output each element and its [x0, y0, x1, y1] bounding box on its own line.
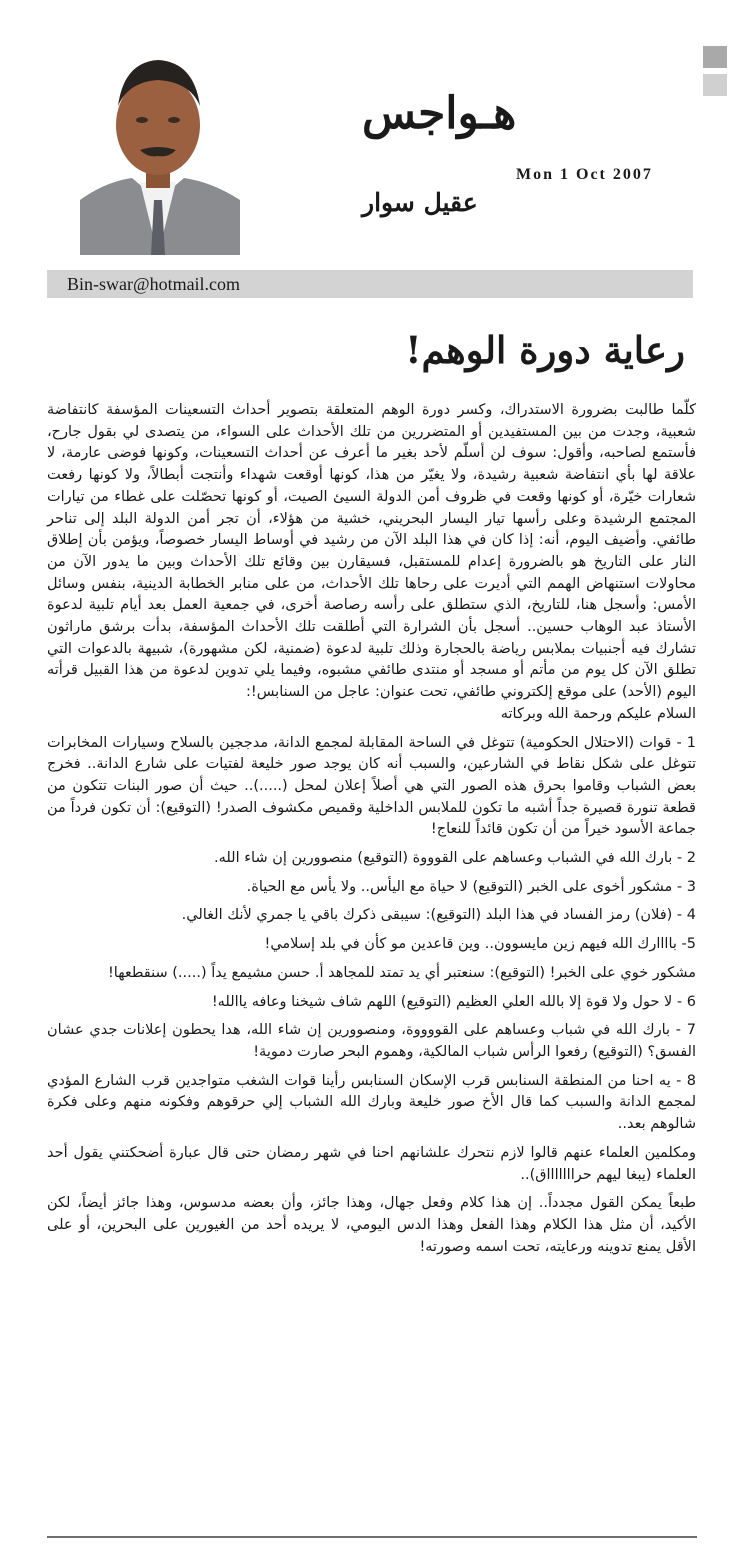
article-paragraph: 2 - بارك الله في الشباب وعساهم على القوووة (التوقيع) منصوورين إن شاء الله.	[214, 850, 696, 867]
article-paragraph: كلّما طالبت بضرورة الاستدراك، وكسر دورة الوهم المتعلقة بتصوير أحداث التسعينات المؤسفة كانتفاضة شعبية، وجدت من بين المستفيدين أو المتضررين من تلك الأحداث على السواء، من يتصدى لي بقول جارح، فأستمع لصاحبه، وأقول: سوف لن أسلّم لأحد بغير ما أعرف عن أحداث التسعينات، وكونها فوضى عارمة، لا علاقة لها بأي انتفاضة شعبية رشيدة، ولا يغيّر من هذا، كونها أوقعت شهداء وأنتجت أبطالاً، ولا كونها رفعت شعارات خيّرة، أو كونها وقعت في ظروف أمن الدولة السيئ الصيت، أو كونها تحصّلت على غطاء من تيارات المجتمع الرشيدة وعلى رأسها تيار اليسار البحريني، خشية من هؤلاء، أن تجر أمن الدولة البلد إلى تناحر طائفي. وأضيف اليوم، أنه: إذا كان في هذا البلد الآن من رشيد في أوساط اليسار خصوصاً، ويؤمن بأن إطلاق النار على التاريخ هو بالضرورة إعدام للمستقبل، فسيقارن بين وقائع تلك الأحداث وبين ما يدور الآن من محاولات استنهاض الهمم التي أديرت على رحاها تلك الأحداث، من على منابر الخطابة الدينية، بنفس وسائل الأمس: وأسجل هنا، للتاريخ، الذي ستطلق على رأسه رصاصة أخرى، في جمعية العمل بعد أيام تلبية لدعوة الأستاذ عبد الوهاب حسين.. أسجل بأن الشرارة التي أطلقت تلك الأحداث المؤسفة، بدأت برشق ماراثون تشارك فيه أجنبيات بملابس رياضة بالحجارة وذلك تلبية لدعوة (ضمنية، لكن مشهورة)، شبيهة بالدعوات التي تطلق الآن كل يوم من مأتم أو مسجد أو منتدى طائفي مشبوه، وفيما يلي تدوين لدعوة من هذا القبيل قرأته اليوم (الأحد) على موقع إلكتروني طائفي، تحت عنوان: عاجل من السنابس!:	[47, 402, 696, 701]
article-paragraph: ومكلمين العلماء عنهم قالوا لازم نتحرك علشانهم احنا في شهر رمضان حتى قال عبارة أضحكتني يقول أحد العلماء (يبغا ليهم حراااااااق)..	[47, 1144, 696, 1183]
article-paragraph: مشكور خوي على الخبر! (التوقيع): سنعتبر أي يد تمتد للمجاهد أ. حسن مشيمع يداً (.....) سنقطعها!	[107, 964, 696, 981]
publication-date: Mon 1 Oct 2007	[516, 166, 653, 183]
article-body	[47, 400, 696, 1258]
author-photo	[70, 50, 246, 255]
article-paragraph: السلام عليكم ورحمة الله وبركاته	[500, 705, 696, 722]
article-paragraph: 7 - بارك الله في شباب وعساهم على القووووة، ومنصوورين إن شاء الله، هدا يحطون إعلانات جدي عشان الفسق؟ (التوقيع) رفعوا الرأس شباب المالكية، وهموم البحر صارت دموية!	[47, 1022, 696, 1060]
article-paragraph: طبعاً يمكن القول مجدداً.. إن هذا كلام وفعل جهال، وهذا جائز، وأن بعضه مدسوس، وهذا جائز أيضاً، لكن الأكيد، أن مثل هذا الكلام وهذا الفعل وهذا الدس اليومي، لا يريده أحد من الغيورين على البحرين، أو على الأقل يمنع تدوينه ورعايته، تحت اسمه وصورته!	[47, 1195, 696, 1255]
article-title: رعاية دورة الوهم!	[405, 328, 685, 372]
column-name: هـواجس	[362, 88, 517, 139]
corner-decoration	[703, 46, 727, 68]
corner-decoration-light	[703, 74, 727, 96]
article-paragraph: 8 - يه احنا من المنطقة السنابس قرب الإسكان السنابس رأينا قوات الشغب متواجدين قرب الشارع المؤدي لمجمع الدانة والسبب كما قال الأخ صور خليعة وبارك الله الشباب إلي حرقوهم وفكونه منهم وعلى فكرة شالوهم بعد..	[47, 1072, 696, 1133]
email-bar	[47, 270, 693, 298]
author-email: Bin-swar@hotmail.com	[67, 274, 241, 294]
author-name: عقيل سوار	[362, 188, 478, 217]
article-paragraph: 6 - لا حول ولا قوة إلا بالله العلي العظيم (التوقيع) اللهم شاف شيخنا وعافه ياالله!	[211, 993, 696, 1010]
article-paragraph: 4 - (فلان) رمز الفساد في هذا البلد (التوقيع): سيبقى ذكرك باقي يا جمري لأنك الغالي.	[181, 907, 696, 924]
article-paragraph: 5- باااارك الله فيهم زين مايسوون.. وين قاعدين مو كأن في بلد إسلامي!	[264, 936, 696, 953]
author-portrait-icon	[70, 50, 246, 255]
article-paragraph: 1 - قوات (الاحتلال الحكومية) تتوغل في الساحة المقابلة لمجمع الدانة، مدججين بالسلاح وسيارات المخابرات تتوغل على شكل نقاط في الشارعين، والسبب أنه كان يوجد صور خليعة لفتيات على شارع الدانة.. فخرج بعض الشباب وقاموا بحرق هذه الصور التي هي أصلاً إعلان لمحل (.....).. حيث أن صور البنات تتكون من قطعة تنورة قصيرة جداً أشبه ما تكون للملابس الداخلية وقميص مكشوف الصدر! (التوقيع): أن تكون فرداً من جماعة الأسود خيراً من أن تكون قائداً للنعاج!	[47, 734, 696, 838]
article-paragraph: 3 - مشكور أخوى على الخبر (التوقيع) لا حياة مع اليأس.. ولا يأس مع الحياة.	[246, 878, 696, 895]
bottom-divider	[47, 1536, 697, 1538]
